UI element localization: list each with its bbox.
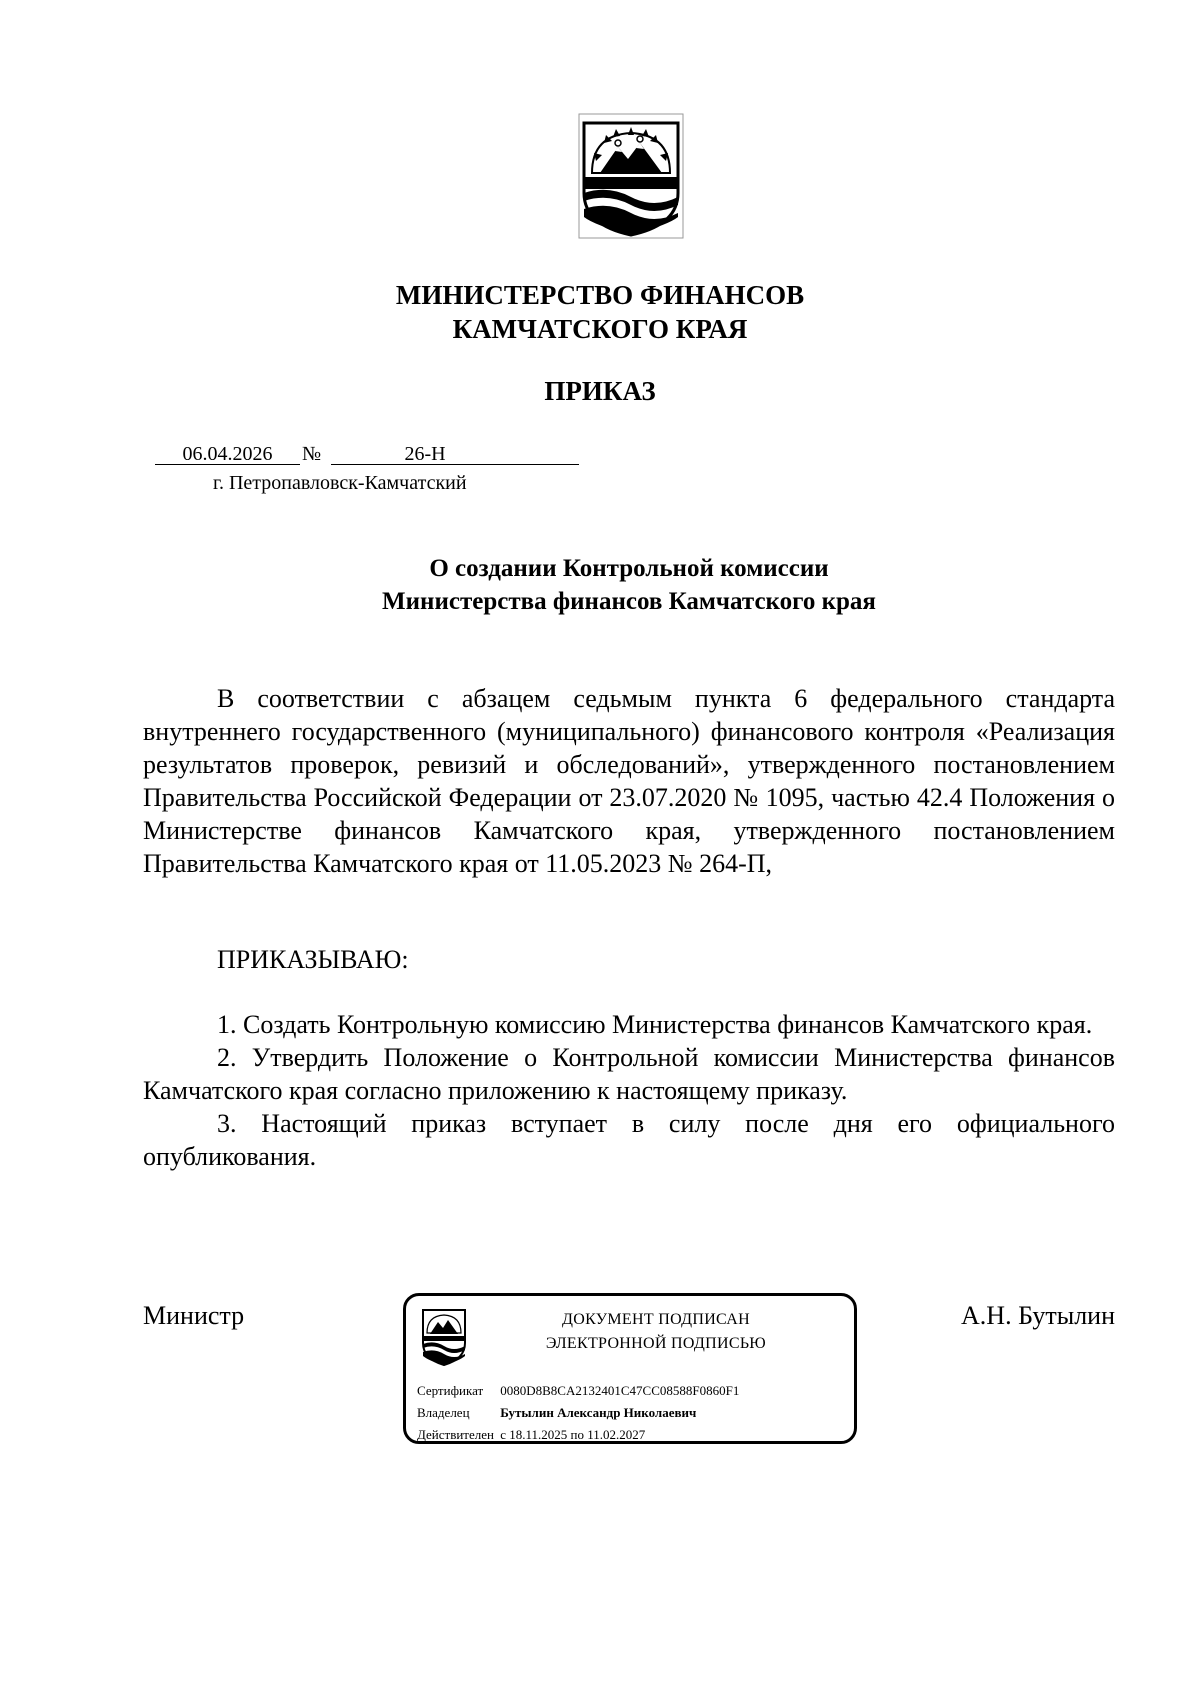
ministry-name <box>0 278 1200 346</box>
subject-line2: Министерства финансов Камчатского края <box>382 588 876 615</box>
kamchatka-coat-of-arms-icon <box>578 113 684 239</box>
stamp-validity-row <box>417 1426 645 1444</box>
stamp-certificate-row <box>417 1382 739 1400</box>
stamp-owner-row <box>417 1404 696 1422</box>
order-word-block <box>143 943 1115 976</box>
electronic-signature-stamp <box>403 1293 857 1444</box>
stamp-title <box>476 1308 836 1356</box>
order-items <box>143 1008 1115 1173</box>
number-sign: № <box>302 443 322 465</box>
order-word: ПРИКАЗЫВАЮ: <box>217 945 409 974</box>
document-date: 06.04.2026 <box>155 442 300 465</box>
stamp-coat-of-arms-icon <box>421 1307 467 1367</box>
validity-value: с 18.11.2025 по 11.02.2027 <box>500 1427 646 1442</box>
order-item-2: 2. Утвердить Положение о Контрольной комиссии Министерства финансов Камчатского края согласно приложению к настоящему приказу. <box>143 1043 1115 1105</box>
owner-value: Бутылин Александр Николаевич <box>500 1405 697 1420</box>
order-item-3: 3. Настоящий приказ вступает в силу после дня его официального опубликования. <box>143 1109 1115 1171</box>
document-city: г. Петропавловск-Камчатский <box>213 472 467 494</box>
certificate-value: 0080D8B8CA2132401C47CC08588F0860F1 <box>500 1383 740 1398</box>
document-type: ПРИКАЗ <box>544 376 656 406</box>
stamp-title-line1: ДОКУМЕНТ ПОДПИСАН <box>562 1311 750 1328</box>
ministry-name-line1: МИНИСТЕРСТВО ФИНАНСОВ <box>395 280 805 310</box>
ministry-name-line2: КАМЧАТСКОГО КРАЯ <box>452 314 748 344</box>
order-item-1: 1. Создать Контрольную комиссию Министерства финансов Камчатского края. <box>217 1010 1093 1039</box>
document-requisites <box>155 442 585 466</box>
validity-label: Действителен <box>417 1427 494 1442</box>
signer-position: Министр <box>143 1301 245 1330</box>
certificate-label: Сертификат <box>417 1383 484 1398</box>
document-subject <box>0 552 1200 618</box>
stamp-title-line2: ЭЛЕКТРОННОЙ ПОДПИСЬЮ <box>545 1335 767 1352</box>
owner-label: Владелец <box>417 1405 470 1420</box>
preamble-paragraph: В соответствии с абзацем седьмым пункта 6 федерального стандарта внутреннего государственного (муниципального) финансового контроля «Реализация результатов проверок, ревизий и обследований», утвержденного постановлением Правительства Российской Федерации от 23.07.2020 № 1095, частью 42.4 Положения о Министерстве финансов Камчатского края, утвержденного постановлением Правительства Камчатского края от 11.05.2023 № 264-П, <box>143 684 1115 878</box>
preamble-block <box>143 682 1115 880</box>
signer-name: А.Н. Бутылин <box>961 1301 1115 1330</box>
subject-line1: О создании Контрольной комиссии <box>429 555 829 582</box>
document-number: 26-Н <box>331 442 579 465</box>
